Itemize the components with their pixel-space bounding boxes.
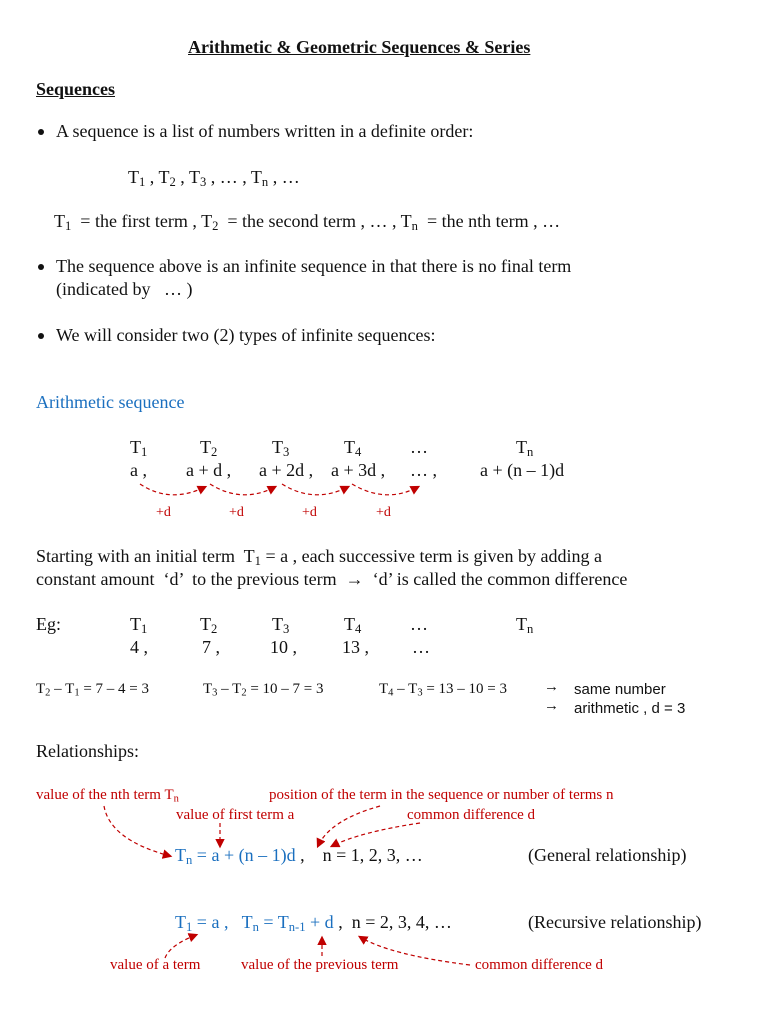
diff-arrow xyxy=(332,823,420,846)
diff-arc-arrow xyxy=(140,484,205,495)
annot-common-diff-2: common difference d xyxy=(475,957,604,973)
example-value: … xyxy=(412,637,430,657)
recursive-note: (Recursive relationship) xyxy=(528,912,702,932)
example-label: Eg: xyxy=(36,614,61,634)
diff-arc-arrow xyxy=(352,484,418,495)
arrow-icon: → xyxy=(544,679,559,695)
arithmetic-heading: Arithmetic sequence xyxy=(36,392,185,412)
arith-term-label: $T_3$ xyxy=(272,437,290,460)
example-value: 7 , xyxy=(202,637,220,657)
difference-calc: $T_4 - T_3 = 13 - 10 = 3$ xyxy=(379,681,507,699)
arith-term-label: $T_2$ xyxy=(200,437,218,460)
annot-common-diff: common difference d xyxy=(407,807,536,823)
example-term-label: $T_3$ xyxy=(272,614,290,637)
arrow-icon: → xyxy=(544,698,559,714)
position-arrow xyxy=(318,806,380,846)
example-term-label: $T_1$ xyxy=(130,614,148,637)
difference-calc: $T_3 - T_2 = 10 - 7 = 3$ xyxy=(203,681,324,699)
arith-term-value: a + (n – 1)d xyxy=(480,460,565,480)
example-term-label: $T_4$ xyxy=(344,614,362,637)
arith-term-value: … , xyxy=(410,460,437,480)
arith-term-value: a + 2d , xyxy=(259,460,314,480)
diff-label: +d xyxy=(156,505,171,520)
bullet-text-2b: (indicated by … ) xyxy=(56,279,193,299)
bullet-text-1: A sequence is a list of numbers written in a definite order: xyxy=(56,121,474,141)
arith-term-value: a , xyxy=(130,460,147,480)
common-diff-arrow xyxy=(360,937,470,965)
note-arithmetic: arithmetic , d = 3 xyxy=(574,700,686,717)
diff-label: +d xyxy=(376,505,391,520)
arith-term-value: a + d , xyxy=(186,460,232,480)
bullet-text-3: We will consider two (2) types of infinite sequences: xyxy=(56,325,436,345)
bullet-text-2a: The sequence above is an infinite sequence in that there is no final term xyxy=(56,256,572,276)
example-term-label: $T_n$ xyxy=(516,614,534,637)
general-relationship: $T_n = a + (n - 1)d$ , n = 1, 2, 3, … xyxy=(175,845,423,868)
relationships-heading: Relationships: xyxy=(36,741,139,761)
section-heading: Sequences xyxy=(36,79,116,99)
arith-term-label: $T_4$ xyxy=(344,437,362,460)
page-title: Arithmetic & Geometric Sequences & Series xyxy=(188,37,531,57)
diff-label: +d xyxy=(229,505,244,520)
arith-term-value: a + 3d , xyxy=(331,460,386,480)
explanation-line-2: constant amount ‘d’ to the previous term → ‘d’ is called the common difference xyxy=(36,569,628,589)
arith-term-label: $T_n$ xyxy=(516,437,534,460)
example-term-label: … xyxy=(410,614,428,634)
difference-calc: $T_2 - T_1 = 7 - 4 = 3$ xyxy=(36,681,149,699)
recursive-relationship: $T_1 = a$ , $T_n = T_{n-1} + d$ , n = 2, 3, 4, … xyxy=(175,912,452,935)
general-note: (General relationship) xyxy=(528,845,687,865)
diff-label: +d xyxy=(302,505,317,520)
example-value: 13 , xyxy=(342,637,369,657)
annot-prev-term: value of the previous term xyxy=(241,957,399,973)
annot-first-term: value of first term a xyxy=(176,807,295,823)
diff-arc-arrow xyxy=(282,484,348,495)
value-term-arrow xyxy=(165,935,196,958)
example-value: 4 , xyxy=(130,637,148,657)
diff-arc-arrow xyxy=(210,484,275,495)
sequence-notation: $T_1$ , $T_2$ , $T_3$ , … , $T_n$ , … xyxy=(128,167,300,190)
explanation-line-1: Starting with an initial term $T_1 = a$ , each successive term is given by adding a xyxy=(36,546,602,569)
arith-term-label: … xyxy=(410,437,428,457)
example-term-label: $T_2$ xyxy=(200,614,218,637)
nth-term-arrow xyxy=(104,806,170,856)
annot-nth-term: value of the nth term $T_n$ xyxy=(36,787,179,805)
annot-value-term: value of a term xyxy=(110,957,201,973)
note-same-number: same number xyxy=(574,681,666,698)
example-value: 10 , xyxy=(270,637,297,657)
annot-position: position of the term in the sequence or number of terms n xyxy=(269,787,614,803)
arith-term-label: $T_1$ xyxy=(130,437,148,460)
term-definitions: $T_1$ = the first term , $T_2$ = the second term , … , $T_n$ = the nth term , … xyxy=(54,211,561,234)
